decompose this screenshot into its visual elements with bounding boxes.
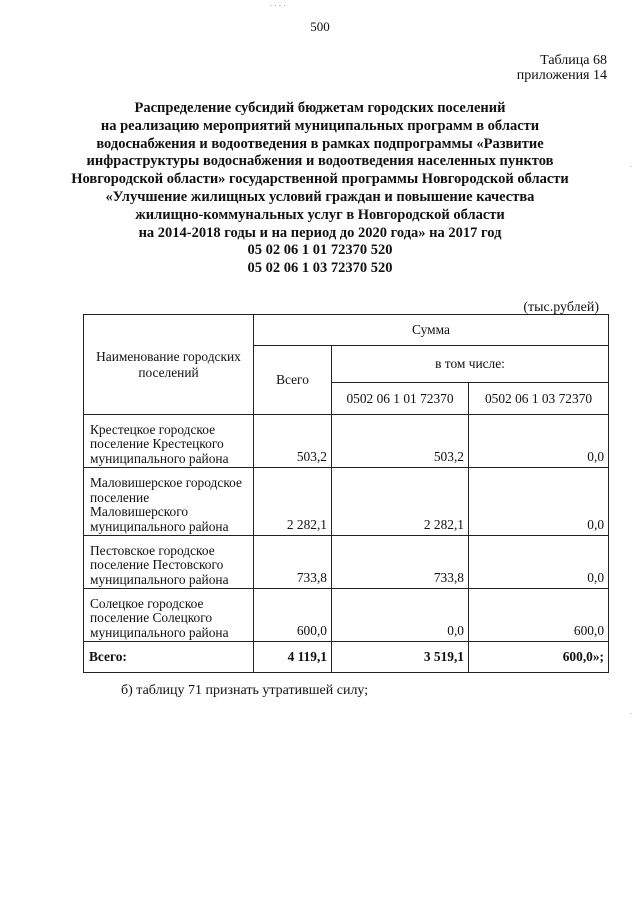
title-line: Новгородской области» государственной программы Новгородской области <box>71 171 569 188</box>
table-row <box>84 468 609 536</box>
table-row <box>84 589 609 642</box>
title-line: на реализацию мероприятий муниципальных программ в области <box>100 117 540 134</box>
header-code-2: 0502 06 1 03 72370 <box>469 383 609 415</box>
value-code-1: 2 282,1 <box>332 468 469 536</box>
value-code-1: 0,0 <box>332 589 469 642</box>
total-code-2: 600,0»; <box>469 642 609 673</box>
value-code-2: 0,0 <box>469 536 609 589</box>
total-value: 4 119,1 <box>254 642 332 673</box>
closing-paragraph: б) таблицу 71 признать утратившей силу; <box>121 683 369 698</box>
value-total: 733,8 <box>254 536 332 589</box>
units-label: (тыс.рублей) <box>523 300 599 315</box>
settlement-name: Пестовское городское поселение Пестовского муниципального района <box>84 536 254 589</box>
header-total: Всего <box>254 346 332 415</box>
total-label: Всего: <box>84 642 254 673</box>
settlement-name: Маловишерское городское поселение Маловишерского муниципального района <box>84 468 254 536</box>
value-code-2: 600,0 <box>469 589 609 642</box>
scan-mark: · <box>630 163 633 171</box>
table-row <box>84 536 609 589</box>
table-reference <box>517 53 607 83</box>
table-total-row <box>84 642 609 673</box>
value-total: 503,2 <box>254 415 332 468</box>
title-line: инфраструктуры водоснабжения и водоотведения населенных пунктов <box>86 153 554 170</box>
budget-code-line: 05 02 06 1 03 72370 520 <box>247 260 393 277</box>
budget-code-line: 05 02 06 1 01 72370 520 <box>247 242 393 259</box>
value-code-2: 0,0 <box>469 468 609 536</box>
header-code-1: 0502 06 1 01 72370 <box>332 383 469 415</box>
title-line: на 2014-2018 годы и на период до 2020 года» на 2017 год <box>138 224 502 241</box>
table-reference-line-1: Таблица 68 <box>540 53 607 68</box>
header-sum: Сумма <box>254 315 609 346</box>
scan-mark: · · · · <box>270 2 286 10</box>
header-name-column: Наименование городских поселений <box>84 315 254 415</box>
page-number: 500 <box>310 19 330 34</box>
value-total: 600,0 <box>254 589 332 642</box>
title-line: «Улучшение жилищных условий граждан и повышение качества <box>105 188 535 205</box>
value-code-1: 733,8 <box>332 536 469 589</box>
scan-mark: · <box>630 710 633 718</box>
table-row <box>84 415 609 468</box>
title-line: водоснабжения и водоотведения в рамках подпрограммы «Развитие <box>96 135 544 152</box>
title-line: Распределение субсидий бюджетам городских поселений <box>134 100 506 116</box>
table-reference-line-2: приложения 14 <box>516 68 607 83</box>
document-title <box>60 100 580 278</box>
subsidy-table <box>83 314 609 673</box>
table-header-row <box>84 315 609 346</box>
value-code-2: 0,0 <box>469 415 609 468</box>
settlement-name: Солецкое городское поселение Солецкого муниципального района <box>84 589 254 642</box>
total-code-1: 3 519,1 <box>332 642 469 673</box>
title-line: жилищно-коммунальных услуг в Новгородской области <box>135 206 505 223</box>
value-code-1: 503,2 <box>332 415 469 468</box>
value-total: 2 282,1 <box>254 468 332 536</box>
settlement-name: Крестецкое городское поселение Крестецкого муниципального района <box>84 415 254 468</box>
header-including: в том числе: <box>332 346 609 383</box>
